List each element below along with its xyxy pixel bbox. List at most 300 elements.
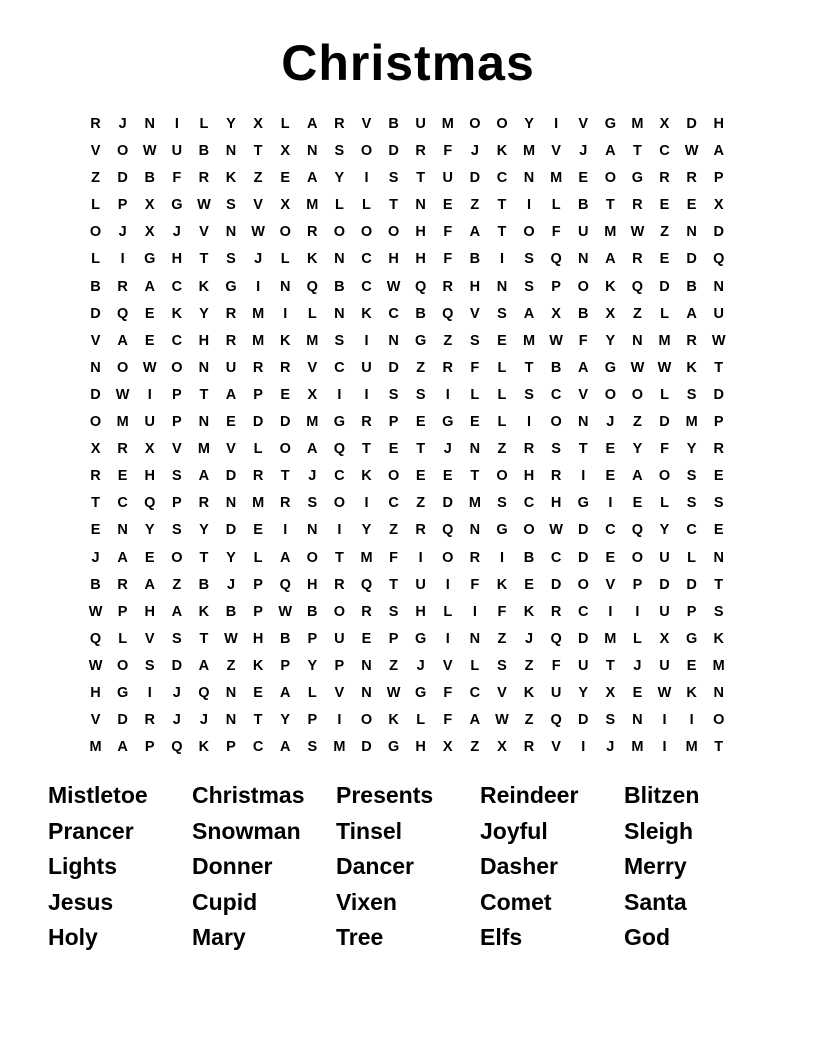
grid-letter: L	[334, 197, 344, 214]
grid-letter: N	[198, 414, 210, 431]
grid-letter: O	[117, 359, 129, 376]
grid-letter: B	[523, 549, 535, 566]
grid-letter: O	[550, 414, 562, 431]
grid-letter: P	[388, 414, 399, 431]
grid-letter: J	[172, 712, 181, 729]
grid-letter: E	[415, 414, 426, 431]
grid-letter: E	[605, 468, 616, 485]
word-list-item: Cupid	[192, 888, 258, 915]
grid-letter: F	[551, 224, 561, 241]
grid-letter: H	[415, 224, 426, 241]
grid-letter: U	[577, 224, 589, 241]
grid-letter: R	[659, 170, 670, 187]
grid-letter: M	[712, 657, 725, 674]
word-list-item: Dancer	[336, 853, 414, 880]
grid-letter: W	[711, 332, 726, 349]
grid-letter: R	[198, 170, 210, 187]
grid-letter: P	[171, 386, 182, 403]
grid-letter: J	[470, 143, 479, 160]
grid-letter: T	[389, 197, 398, 214]
grid-letter: D	[117, 170, 128, 187]
grid-letter: P	[253, 386, 263, 403]
grid-letter: M	[523, 143, 536, 160]
grid-letter: M	[685, 414, 698, 431]
grid-letter: D	[577, 712, 589, 729]
grid-letter: L	[660, 386, 669, 403]
grid-letter: Z	[416, 495, 426, 512]
grid-letter: T	[199, 630, 209, 647]
grid-letter: T	[389, 576, 398, 593]
letter-grid	[82, 111, 732, 761]
grid-letter: K	[198, 278, 210, 295]
grid-letter: W	[115, 386, 130, 403]
grid-letter: Q	[171, 739, 183, 756]
grid-letter: N	[713, 278, 724, 295]
grid-letter: Y	[605, 332, 616, 349]
grid-letter: J	[633, 657, 642, 674]
grid-letter: C	[171, 332, 183, 349]
grid-letter: W	[657, 359, 672, 376]
grid-letter: Y	[226, 549, 236, 566]
grid-letter: E	[361, 630, 372, 647]
word-list-item: Reindeer	[480, 782, 579, 808]
grid-letter: R	[90, 116, 101, 132]
grid-letter: R	[198, 495, 210, 512]
grid-letter: P	[144, 739, 155, 756]
word-list-item: Comet	[480, 888, 552, 915]
grid-letter: S	[713, 495, 724, 512]
grid-letter: G	[117, 684, 129, 701]
grid-letter: I	[147, 684, 152, 701]
grid-letter: O	[333, 224, 346, 241]
grid-letter: U	[361, 359, 372, 376]
grid-letter: V	[361, 116, 372, 132]
grid-letter: T	[714, 359, 724, 376]
grid-letter: T	[605, 197, 615, 214]
grid-letter: I	[608, 603, 613, 620]
grid-letter: N	[469, 630, 481, 647]
grid-letter: A	[469, 224, 481, 241]
grid-letter: R	[252, 359, 264, 376]
grid-letter: C	[686, 522, 697, 539]
grid-letter: S	[388, 386, 399, 403]
grid-letter: Q	[279, 576, 291, 593]
grid-letter: X	[605, 684, 616, 701]
grid-letter: G	[604, 359, 616, 376]
word-list	[48, 778, 768, 956]
grid-letter: B	[388, 116, 399, 132]
grid-letter: L	[497, 359, 507, 376]
grid-letter: N	[496, 278, 508, 295]
grid-letter: E	[713, 468, 724, 485]
grid-letter: O	[577, 576, 589, 593]
grid-letter: K	[388, 712, 399, 729]
grid-letter: C	[550, 386, 562, 403]
grid-letter: I	[689, 712, 694, 729]
grid-letter: D	[577, 522, 589, 539]
grid-letter: L	[660, 305, 669, 322]
grid-letter: C	[334, 359, 345, 376]
grid-letter: O	[631, 549, 644, 566]
grid-letter: P	[307, 630, 318, 647]
grid-letter: I	[608, 495, 613, 512]
grid-letter: C	[361, 251, 372, 268]
grid-letter: T	[632, 143, 642, 160]
grid-letter: Q	[117, 305, 129, 322]
grid-letter: F	[470, 576, 480, 593]
grid-letter: Z	[632, 305, 642, 322]
grid-letter: E	[117, 468, 128, 485]
grid-letter: O	[306, 549, 318, 566]
grid-letter: M	[604, 630, 617, 647]
grid-letter: N	[90, 359, 101, 376]
grid-letter: Z	[632, 414, 642, 431]
grid-letter: B	[415, 305, 426, 322]
grid-letter: E	[144, 332, 155, 349]
grid-letter: I	[147, 386, 152, 403]
grid-letter: D	[388, 359, 399, 376]
grid-letter: I	[662, 712, 667, 729]
grid-letter: K	[496, 143, 508, 160]
grid-letter: M	[360, 549, 373, 566]
grid-letter: O	[117, 657, 129, 674]
grid-letter: Z	[660, 224, 669, 241]
grid-letter: M	[468, 495, 481, 512]
grid-letter: P	[686, 603, 697, 620]
grid-letter: A	[307, 170, 318, 187]
grid-letter: T	[578, 441, 588, 458]
grid-letter: O	[387, 224, 400, 241]
grid-letter: O	[469, 116, 481, 132]
grid-letter: R	[686, 170, 697, 187]
grid-letter: Z	[470, 197, 480, 214]
grid-letter: Z	[389, 657, 398, 674]
grid-letter: P	[253, 576, 263, 593]
grid-letter: F	[389, 549, 398, 566]
grid-letter: Y	[686, 441, 697, 458]
grid-letter: A	[279, 739, 291, 756]
grid-letter: D	[659, 414, 670, 431]
grid-letter: S	[686, 495, 697, 512]
grid-letter: F	[443, 224, 453, 241]
grid-letter: V	[307, 359, 318, 376]
word-list-item: Lights	[48, 853, 117, 880]
grid-letter: O	[360, 143, 373, 160]
grid-letter: C	[659, 143, 670, 160]
grid-letter: X	[551, 305, 561, 322]
grid-letter: C	[523, 495, 535, 512]
grid-letter: R	[632, 197, 643, 214]
grid-letter: V	[253, 197, 263, 214]
grid-letter: W	[88, 603, 103, 620]
grid-letter: B	[90, 278, 101, 295]
grid-letter: Q	[631, 278, 644, 295]
grid-letter: B	[144, 170, 155, 187]
grid-letter: P	[307, 712, 318, 729]
grid-letter: D	[252, 414, 264, 431]
word-list-item: Jesus	[48, 888, 114, 915]
grid-letter: L	[118, 630, 128, 647]
grid-letter: S	[524, 386, 534, 403]
grid-letter: K	[225, 170, 237, 187]
grid-letter: F	[551, 657, 561, 674]
grid-letter: W	[630, 359, 645, 376]
grid-letter: T	[253, 712, 263, 729]
grid-letter: N	[225, 684, 237, 701]
grid-letter: S	[171, 630, 182, 647]
grid-letter: I	[445, 630, 450, 647]
grid-letter: V	[90, 143, 101, 160]
grid-letter: M	[306, 414, 319, 431]
grid-letter: V	[199, 224, 209, 241]
grid-letter: M	[604, 224, 617, 241]
grid-letter: L	[497, 386, 507, 403]
grid-letter: U	[550, 684, 562, 701]
grid-letter: Q	[144, 495, 156, 512]
grid-letter: R	[252, 468, 264, 485]
grid-letter: J	[226, 576, 236, 593]
grid-letter: R	[442, 359, 453, 376]
grid-letter: N	[307, 143, 318, 160]
grid-letter: Q	[442, 522, 454, 539]
grid-letter: N	[577, 414, 589, 431]
grid-letter: F	[660, 441, 669, 458]
grid-letter: J	[172, 224, 181, 241]
grid-letter: I	[472, 603, 477, 620]
grid-letter: R	[334, 116, 345, 132]
grid-letter: N	[144, 116, 155, 132]
grid-letter: B	[225, 603, 237, 620]
grid-letter: R	[713, 441, 724, 458]
grid-letter: M	[550, 170, 563, 187]
grid-letter: P	[334, 657, 345, 674]
grid-letter: O	[171, 359, 183, 376]
grid-letter: T	[416, 441, 426, 458]
grid-letter: K	[605, 278, 616, 295]
grid-letter: R	[442, 278, 453, 295]
grid-letter: O	[631, 386, 644, 403]
grid-letter: R	[279, 359, 291, 376]
grid-letter: G	[631, 170, 644, 187]
grid-letter: N	[117, 522, 128, 539]
grid-letter: A	[469, 712, 481, 729]
grid-letter: O	[89, 414, 102, 431]
grid-letter: I	[364, 170, 369, 187]
grid-letter: H	[198, 332, 210, 349]
grid-letter: C	[117, 495, 128, 512]
word-list-item: Donner	[192, 853, 273, 880]
grid-letter: D	[659, 576, 670, 593]
grid-letter: L	[199, 116, 209, 132]
grid-letter: H	[388, 251, 399, 268]
grid-letter: D	[279, 414, 291, 431]
grid-letter: E	[280, 386, 291, 403]
grid-letter: L	[497, 414, 507, 431]
grid-letter: O	[713, 712, 725, 729]
grid-letter: Z	[470, 739, 480, 756]
grid-letter: N	[713, 549, 724, 566]
grid-letter: R	[225, 332, 237, 349]
grid-letter: A	[523, 305, 535, 322]
grid-letter: R	[469, 549, 481, 566]
grid-letter: N	[361, 657, 372, 674]
grid-letter: U	[225, 359, 237, 376]
grid-letter: T	[605, 657, 615, 674]
word-list-item: Prancer	[48, 817, 134, 844]
grid-letter: L	[280, 116, 290, 132]
grid-letter: M	[197, 441, 210, 458]
grid-letter: M	[333, 739, 346, 756]
grid-letter: S	[686, 386, 697, 403]
grid-letter: L	[660, 495, 669, 512]
grid-letter: N	[225, 224, 237, 241]
grid-letter: S	[144, 657, 155, 674]
grid-letter: V	[90, 712, 101, 729]
grid-letter: E	[605, 441, 616, 458]
grid-letter: Y	[144, 522, 155, 539]
grid-letter: N	[632, 332, 643, 349]
grid-letter: O	[658, 468, 671, 485]
grid-letter: R	[686, 332, 697, 349]
grid-letter: L	[632, 630, 642, 647]
grid-letter: G	[577, 495, 589, 512]
grid-letter: N	[334, 251, 345, 268]
grid-letter: N	[198, 359, 210, 376]
grid-letter: D	[550, 576, 562, 593]
grid-letter: I	[174, 116, 179, 132]
grid-letter: W	[630, 224, 645, 241]
grid-letter: Q	[360, 576, 373, 593]
grid-letter: O	[523, 224, 535, 241]
grid-letter: Q	[442, 305, 454, 322]
grid-letter: K	[523, 684, 535, 701]
grid-letter: M	[116, 414, 129, 431]
grid-letter: O	[279, 224, 291, 241]
grid-letter: P	[280, 657, 291, 674]
grid-letter: S	[686, 468, 697, 485]
grid-letter: Q	[198, 684, 210, 701]
word-list-item: Blitzen	[624, 782, 700, 808]
grid-letter: I	[337, 522, 342, 539]
grid-letter: M	[441, 116, 454, 132]
grid-letter: D	[469, 170, 481, 187]
grid-letter: N	[388, 332, 399, 349]
grid-letter: H	[144, 468, 155, 485]
grid-letter: G	[333, 414, 346, 431]
grid-letter: S	[713, 603, 724, 620]
grid-letter: I	[337, 712, 342, 729]
grid-letter: D	[90, 386, 101, 403]
word-list-item: Vixen	[336, 888, 397, 915]
grid-letter: F	[443, 712, 453, 729]
grid-letter: W	[386, 278, 401, 295]
grid-letter: R	[550, 468, 562, 485]
grid-letter: J	[443, 441, 452, 458]
grid-letter: E	[632, 684, 643, 701]
grid-letter: I	[499, 549, 504, 566]
grid-letter: S	[497, 657, 507, 674]
grid-letter: H	[171, 251, 183, 268]
grid-letter: T	[497, 224, 507, 241]
grid-letter: R	[307, 224, 318, 241]
grid-letter: V	[171, 441, 182, 458]
grid-letter: O	[171, 549, 183, 566]
grid-letter: M	[631, 116, 644, 132]
grid-letter: F	[497, 603, 507, 620]
grid-letter: A	[713, 143, 724, 160]
grid-letter: A	[198, 657, 210, 674]
grid-letter: V	[578, 116, 589, 132]
grid-letter: P	[171, 495, 182, 512]
grid-letter: X	[144, 224, 155, 241]
grid-letter: N	[469, 441, 481, 458]
grid-letter: U	[659, 603, 670, 620]
grid-letter: E	[253, 522, 263, 539]
grid-letter: O	[604, 386, 616, 403]
grid-letter: D	[686, 116, 697, 132]
grid-letter: O	[279, 441, 291, 458]
grid-letter: S	[497, 495, 507, 512]
grid-letter: M	[252, 495, 265, 512]
grid-letter: B	[307, 603, 318, 620]
grid-letter: I	[635, 603, 640, 620]
grid-letter: V	[226, 441, 236, 458]
grid-letter: A	[577, 359, 589, 376]
grid-letter: G	[685, 630, 698, 647]
grid-letter: I	[418, 549, 423, 566]
grid-letter: D	[225, 468, 237, 485]
grid-letter: Y	[226, 116, 236, 132]
grid-letter: F	[443, 684, 453, 701]
page-title: Christmas	[281, 35, 535, 91]
grid-letter: E	[470, 414, 480, 431]
grid-letter: L	[253, 441, 263, 458]
grid-letter: I	[499, 251, 504, 268]
grid-letter: C	[550, 549, 562, 566]
grid-letter: T	[280, 468, 290, 485]
grid-letter: P	[388, 630, 399, 647]
grid-letter: A	[632, 468, 643, 485]
grid-letter: H	[550, 495, 562, 512]
grid-letter: R	[144, 712, 155, 729]
grid-letter: E	[226, 414, 236, 431]
grid-letter: M	[252, 305, 265, 322]
grid-letter: N	[361, 684, 372, 701]
grid-letter: X	[605, 305, 616, 322]
grid-letter: M	[252, 332, 265, 349]
grid-letter: R	[225, 305, 237, 322]
grid-letter: H	[252, 630, 264, 647]
word-list-item: Mary	[192, 924, 246, 951]
grid-letter: I	[283, 522, 288, 539]
grid-letter: U	[334, 630, 345, 647]
word-list-item: Dasher	[480, 853, 558, 880]
grid-letter: S	[171, 522, 182, 539]
grid-letter: D	[713, 224, 724, 241]
grid-letter: L	[470, 386, 480, 403]
grid-letter: Q	[631, 522, 644, 539]
grid-letter: Q	[415, 278, 427, 295]
grid-letter: K	[198, 603, 210, 620]
grid-letter: S	[388, 170, 399, 187]
grid-letter: S	[334, 143, 345, 160]
grid-letter: I	[120, 251, 125, 268]
grid-letter: O	[360, 712, 373, 729]
grid-letter: O	[117, 143, 129, 160]
grid-letter: Q	[89, 630, 102, 647]
grid-letter: N	[686, 224, 697, 241]
grid-letter: E	[659, 197, 670, 214]
